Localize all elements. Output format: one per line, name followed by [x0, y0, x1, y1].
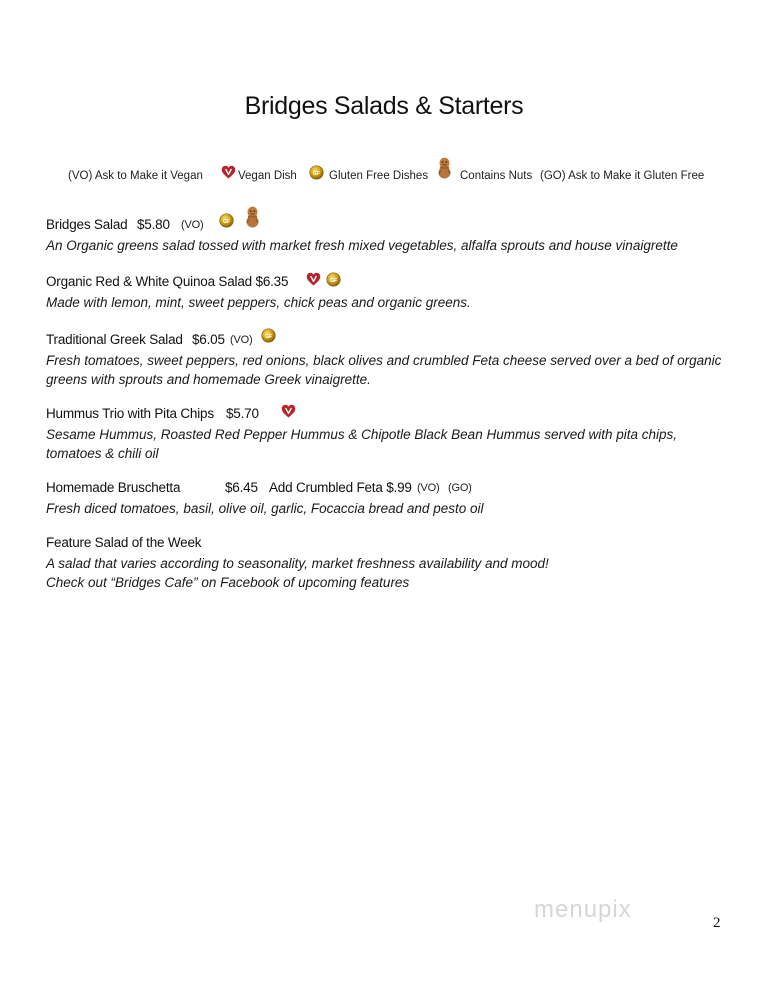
item-price: $6.45	[225, 480, 258, 495]
vegan-heart-icon	[306, 272, 321, 287]
item-description: Fresh tomatoes, sweet peppers, red onions, black olives and crumbled Feta cheese served over a bed of organic greens with sprouts and homemade Greek vinaigrette.	[46, 353, 722, 387]
item-tags: (VO)	[230, 334, 253, 346]
legend-vegan-option: (VO) Ask to Make it Vegan	[68, 170, 203, 182]
item-name: Hummus Trio with Pita Chips	[46, 406, 214, 421]
gluten-free-icon	[309, 165, 324, 180]
item-name: Bridges Salad	[46, 217, 128, 232]
legend-gluten-free: Gluten Free Dishes	[329, 170, 429, 182]
item-description: An Organic greens salad tossed with market fresh mixed vegetables, alfalfa sprouts and house vinaigrette	[46, 238, 678, 253]
item-description: Made with lemon, mint, sweet peppers, chick peas and organic greens.	[46, 295, 471, 310]
gluten-free-icon	[326, 272, 341, 287]
menu-item-bruschetta	[46, 478, 736, 519]
item-description: Sesame Hummus, Roasted Red Pepper Hummus & Chipotle Black Bean Hummus served with pita chips, tomatoes & chili oil	[46, 427, 678, 461]
item-tags: (VO)	[181, 219, 204, 231]
vegan-heart-icon	[221, 165, 236, 180]
page-title: Bridges Salads & Starters	[244, 92, 524, 120]
item-name: Feature Salad of the Week	[46, 535, 202, 550]
item-description-line1: A salad that varies according to seasonality, market freshness availability and mood!	[46, 556, 549, 571]
menu-item-feature-salad	[46, 533, 736, 592]
legend-gluten-free-option: (GO) Ask to Make it Gluten Free	[540, 170, 705, 182]
gluten-free-icon	[261, 328, 276, 343]
item-name: Organic Red & White Quinoa Salad $6.35	[46, 274, 289, 289]
item-price: $5.70	[226, 406, 259, 421]
item-price: $5.80	[137, 217, 170, 232]
vegan-heart-icon	[281, 404, 296, 419]
menu-item-bridges-salad	[46, 215, 736, 256]
item-tag-go: (GO)	[448, 482, 472, 494]
nuts-icon	[437, 157, 452, 179]
item-tag-vo: (VO)	[417, 482, 440, 494]
item-description-line2: Check out “Bridges Cafe” on Facebook of upcoming features	[46, 574, 410, 590]
page-number: 2	[713, 915, 721, 931]
legend-contains-nuts: Contains Nuts	[460, 170, 533, 182]
item-name: Homemade Bruschetta	[46, 480, 181, 495]
item-addon: Add Crumbled Feta $.99	[269, 480, 412, 495]
watermark: menupix	[534, 896, 632, 923]
gluten-free-icon	[219, 213, 234, 228]
menu-item-quinoa-salad	[46, 272, 736, 313]
legend-vegan-dish: Vegan Dish	[238, 170, 297, 182]
item-description: Fresh diced tomatoes, basil, olive oil, garlic, Focaccia bread and pesto oil	[46, 501, 484, 516]
item-price: $6.05	[192, 332, 225, 347]
nuts-icon	[245, 206, 260, 228]
item-name: Traditional Greek Salad	[46, 332, 183, 347]
menu-item-greek-salad	[46, 330, 736, 389]
menu-item-hummus-trio	[46, 404, 736, 463]
